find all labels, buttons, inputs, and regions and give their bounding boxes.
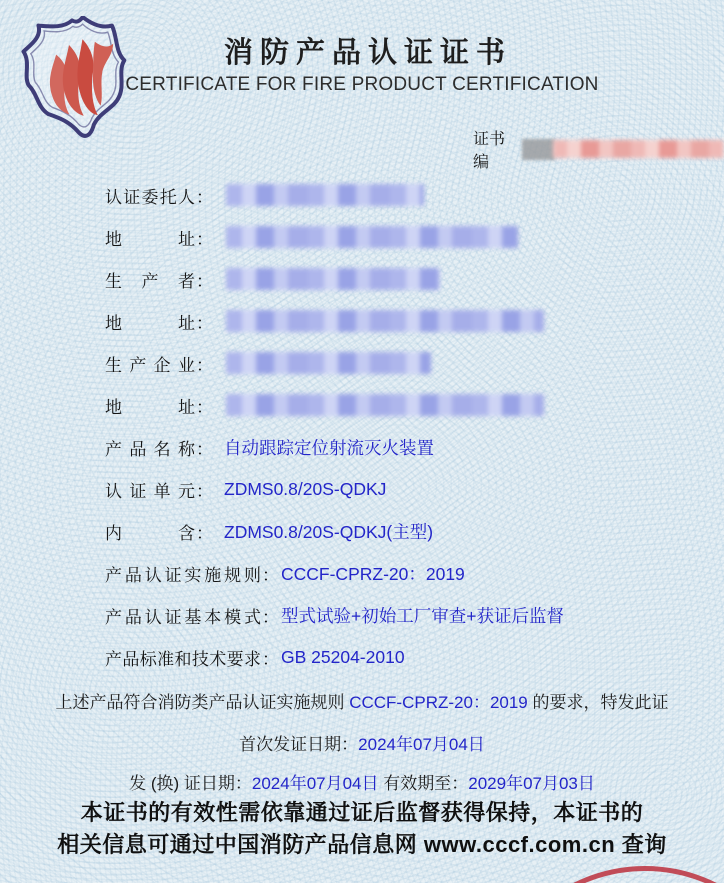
first-issue-label: 首次发证日期： (239, 735, 359, 754)
field-label-colon: ： (196, 481, 213, 501)
field-label-colon: ： (196, 271, 213, 291)
cert-number-line (473, 131, 724, 171)
field-row (105, 435, 434, 459)
field-label: 产品名称 (105, 439, 195, 459)
statement-prefix: 上述产品符合消防类产品认证实施规则 (55, 693, 350, 712)
field-row (105, 477, 386, 501)
field-row (105, 183, 424, 207)
field-label: 地址 (105, 397, 195, 417)
field-label-colon: ： (196, 313, 213, 333)
field-value: 自动跟踪定位射流灭火装置 (224, 437, 434, 458)
field-label: 产品认证基本模式 (105, 607, 261, 627)
field-label: 认证委托人 (105, 187, 195, 207)
statement-suffix: 的要求，特发此证 (527, 693, 669, 712)
field-label: 内含 (105, 523, 195, 543)
redaction-block (226, 352, 431, 374)
cert-number-label: 证书编 (473, 131, 506, 171)
field-label: 产品标准和技术要求 (105, 649, 261, 669)
field-row (105, 603, 564, 627)
validity-label: 有效期至： (378, 774, 469, 793)
field-label: 地址 (105, 313, 195, 333)
field-row (105, 519, 433, 543)
field-label: 生产企业 (105, 355, 195, 375)
field-value: CCCF-CPRZ-20：2019 (281, 563, 465, 584)
field-row (105, 351, 431, 375)
first-issue-date-line (0, 730, 724, 755)
field-value: 型式试验+初始工厂审查+获证后监督 (281, 605, 564, 626)
field-label-colon: ： (262, 649, 279, 669)
field-label-colon: ： (196, 229, 213, 249)
certificate-title-cn: 消防产品认证证书 (223, 37, 512, 69)
field-row (105, 393, 544, 417)
info-query-line: 相关信息可通过中国消防产品信息网 www.cccf.com.cn 查询 (57, 832, 667, 857)
field-row (105, 561, 465, 585)
field-label-colon: ： (196, 187, 213, 207)
redaction-block (226, 310, 544, 332)
reissue-date: 2024年07月04日 (251, 774, 379, 793)
reissue-label: 发 (换) 证日期： (129, 774, 252, 793)
redaction-block (226, 226, 518, 248)
field-label-colon: ： (262, 607, 279, 627)
statement-rule-code: CCCF-CPRZ-20：2019 (349, 693, 528, 712)
validity-notice-line: 本证书的有效性需依靠通过证后监督获得保持，本证书的 (80, 800, 644, 825)
redaction-block (226, 184, 424, 206)
field-label-colon: ： (196, 355, 213, 375)
field-row (105, 267, 440, 291)
reissue-date-line (0, 769, 724, 794)
statement-line (0, 688, 724, 713)
field-label-colon: ： (196, 397, 213, 417)
redaction-block (226, 394, 544, 416)
field-label: 产品认证实施规则 (105, 565, 261, 585)
official-seal (485, 866, 724, 883)
field-label: 地址 (105, 229, 195, 249)
field-value: ZDMS0.8/20S-QDKJ(主型) (224, 521, 434, 542)
field-label-colon: ： (262, 565, 279, 585)
field-label-colon: ： (196, 523, 213, 543)
cert-number-redaction (553, 140, 724, 158)
field-label: 生产者 (105, 271, 195, 291)
certificate-title-en: CERTIFICATE FOR FIRE PRODUCT CERTIFICATION (125, 74, 599, 95)
field-value: ZDMS0.8/20S-QDKJ (224, 478, 387, 499)
field-value: GB 25204-2010 (281, 646, 405, 667)
redaction-block (226, 268, 440, 290)
field-row (105, 309, 544, 333)
first-issue-date: 2024年07月04日 (358, 735, 485, 754)
field-label-colon: ： (196, 439, 213, 459)
field-row (105, 645, 405, 669)
cert-number-redaction-gray (522, 139, 555, 160)
field-label: 认证单元 (105, 481, 195, 501)
field-row (105, 225, 518, 249)
validity-date: 2029年07月03日 (468, 774, 595, 793)
